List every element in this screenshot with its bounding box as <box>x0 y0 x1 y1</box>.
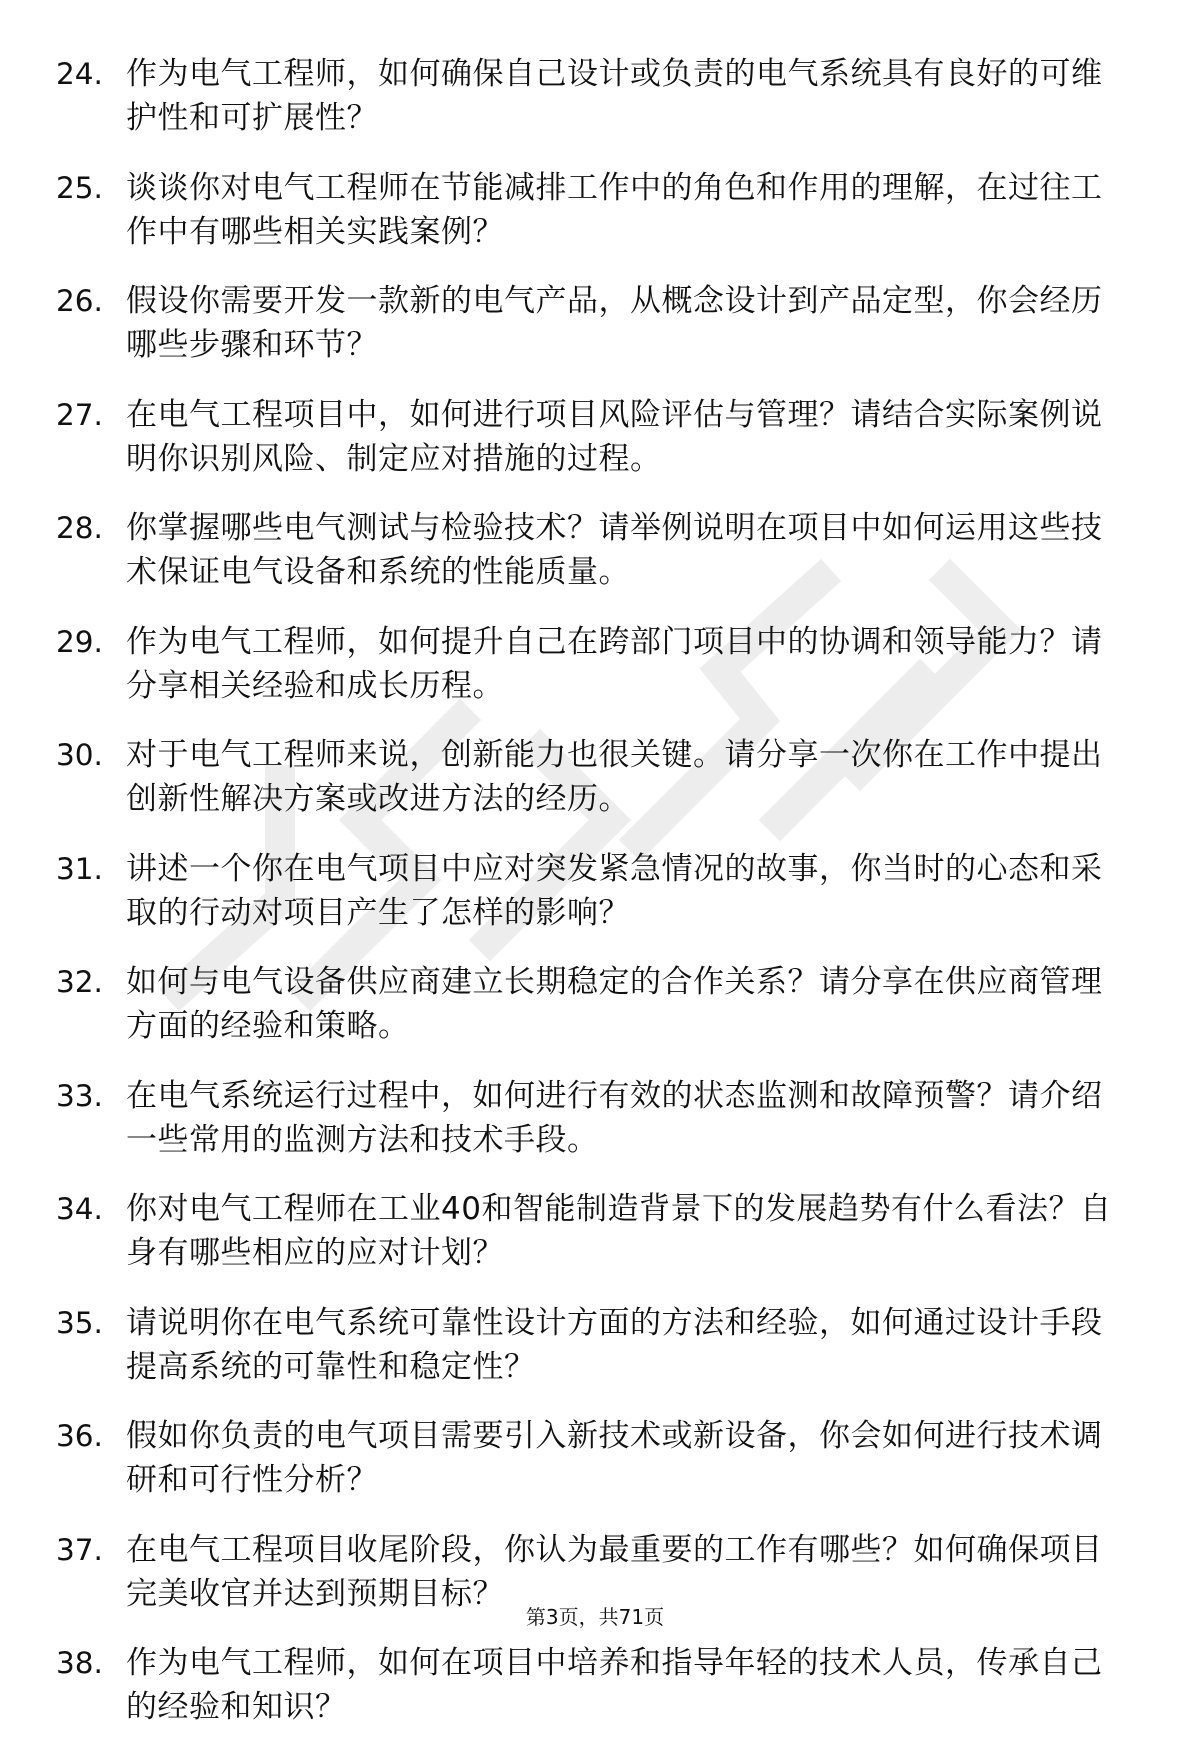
list-item <box>56 52 1136 140</box>
question-number: 34. <box>56 1192 103 1226</box>
question-number: 36. <box>56 1419 103 1453</box>
question-text: 作为电气工程师，如何在项目中培养和指导年轻的技术人员，传承自己的经验和知识？ <box>126 1645 1103 1725</box>
list-item <box>56 1414 1136 1502</box>
question-text: 如何与电气设备供应商建立长期稳定的合作关系？请分享在供应商管理方面的经验和策略。 <box>126 964 1103 1044</box>
question-text: 在电气工程项目中，如何进行项目风险评估与管理？请结合实际案例说明你识别风险、制定应对措施的过程。 <box>126 396 1103 477</box>
question-number: 26. <box>56 284 103 318</box>
list-item <box>56 1187 1136 1275</box>
question-text: 在电气系统运行过程中，如何进行有效的状态监测和故障预警？请介绍一些常用的监测方法和技术手段。 <box>126 1077 1103 1158</box>
question-text: 假如你负责的电气项目需要引入新技术或新设备，你会如何进行技术调研和可行性分析？ <box>126 1418 1103 1498</box>
question-number: 33. <box>56 1078 103 1113</box>
list-item <box>56 960 1136 1048</box>
question-number: 25. <box>56 170 103 205</box>
question-number: 28. <box>56 511 103 545</box>
list-item <box>56 506 1136 594</box>
question-text: 对于电气工程师来说，创新能力也很关键。请分享一次你在工作中提出创新性解决方案或改进方法的经历。 <box>126 737 1103 817</box>
question-number: 27. <box>56 397 103 432</box>
question-text: 请说明你在电气系统可靠性设计方面的方法和经验，如何通过设计手段提高系统的可靠性和稳定性？ <box>126 1304 1103 1385</box>
question-number: 32. <box>56 965 103 999</box>
question-text: 谈谈你对电气工程师在节能减排工作中的角色和作用的理解，在过往工作中有哪些相关实践案例？ <box>126 169 1103 250</box>
question-text: 在电气工程项目收尾阶段，你认为最重要的工作有哪些？如何确保项目完美收官并达到预期目标？ <box>126 1531 1103 1612</box>
list-item <box>56 166 1136 254</box>
list-item <box>56 847 1136 935</box>
question-text: 你对电气工程师在工业40和智能制造背景下的发展趋势有什么看法？自身有哪些相应的应对计划？ <box>126 1191 1112 1271</box>
list-item <box>56 1074 1136 1162</box>
question-text: 讲述一个你在电气项目中应对突发紧急情况的故事，你当时的心态和采取的行动对项目产生了怎样的影响？ <box>126 850 1103 931</box>
question-text: 假设你需要开发一款新的电气产品，从概念设计到产品定型，你会经历哪些步骤和环节？ <box>126 283 1103 363</box>
list-item <box>56 393 1136 481</box>
question-list <box>56 52 1136 1755</box>
question-number: 31. <box>56 851 103 886</box>
question-number: 38. <box>56 1646 103 1680</box>
list-item <box>56 733 1136 821</box>
list-item <box>56 279 1136 367</box>
list-item <box>56 1641 1136 1729</box>
list-item <box>56 1301 1136 1389</box>
question-number: 35. <box>56 1305 103 1340</box>
question-number: 29. <box>56 624 103 659</box>
question-number: 37. <box>56 1532 103 1567</box>
question-text: 作为电气工程师，如何确保自己设计或负责的电气系统具有良好的可维护性和可扩展性？ <box>126 56 1103 136</box>
list-item <box>56 620 1136 708</box>
question-text: 作为电气工程师，如何提升自己在跨部门项目中的协调和领导能力？请分享相关经验和成长历程。 <box>126 623 1103 704</box>
page-number-footer: 第3页，共71页 <box>525 1605 665 1629</box>
question-number: 30. <box>56 738 103 772</box>
question-text: 你掌握哪些电气测试与检验技术？请举例说明在项目中如何运用这些技术保证电气设备和系统的性能质量。 <box>126 510 1103 590</box>
question-number: 24. <box>56 57 103 91</box>
